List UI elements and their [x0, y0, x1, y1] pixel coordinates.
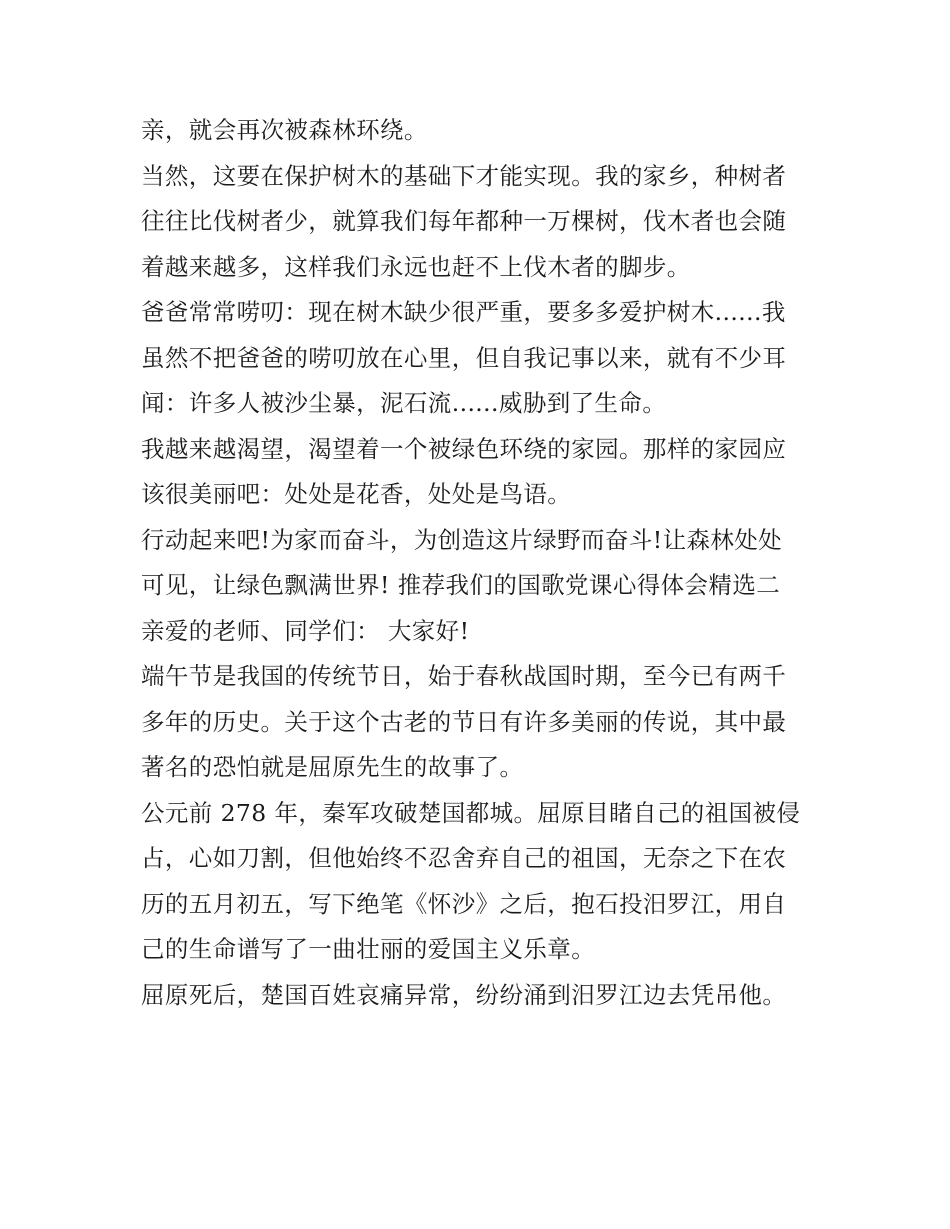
body-text	[141, 108, 821, 1018]
text-line: 爸爸常常唠叨：现在树木缺少很严重，要多多爱护树木......我	[141, 298, 786, 326]
text-line: 屈原死后，楚国百姓哀痛异常，纷纷涌到汨罗江边去凭吊他。	[141, 980, 787, 1009]
text-line: 闻：许多人被沙尘暴，泥石流......威胁到了生命。	[141, 389, 667, 417]
text-line: 己的生命谱写了一曲壮丽的爱国主义乐章。	[141, 935, 596, 963]
text-line: 多年的历史。关于这个古老的节日有许多美丽的传说，其中最	[141, 707, 787, 736]
text-line: 行动起来吧!为家而奋斗，为创造这片绿野而奋斗!让森林处处	[141, 525, 783, 554]
text-line: 可见，让绿色飘满世界! 推荐我们的国歌党课心得体会精选二	[141, 571, 781, 599]
text-line: 该很美丽吧：处处是花香，处处是鸟语。	[141, 480, 572, 508]
text-line: 虽然不把爸爸的唠叨放在心里，但自我记事以来，就有不少耳	[141, 343, 787, 372]
text-line: 亲爱的老师、同学们： 大家好!	[141, 616, 470, 645]
text-line: 公元前 278 年，秦军攻破楚国都城。屈原目睹自己的祖国被侵	[141, 798, 801, 827]
text-line: 往往比伐树者少，就算我们每年都种一万棵树，伐木者也会随	[141, 207, 787, 235]
text-line: 著名的恐怕就是屈原先生的故事了。	[141, 753, 524, 781]
text-line: 端午节是我国的传统节日，始于春秋战国时期，至今已有两千	[141, 662, 787, 690]
text-line: 亲，就会再次被森林环绕。	[141, 116, 428, 144]
text-line: 着越来越多，这样我们永远也赶不上伐木者的脚步。	[141, 252, 691, 281]
text-line: 占，心如刀割，但他始终不忍舍弃自己的祖国，无奈之下在农	[141, 844, 787, 872]
text-line: 当然，这要在保护树木的基础下才能实现。我的家乡，种树者	[141, 161, 787, 190]
text-line: 历的五月初五，写下绝笔《怀沙》之后，抱石投汨罗江，用自	[141, 889, 787, 918]
text-line: 我越来越渴望，渴望着一个被绿色环绕的家园。那样的家园应	[141, 434, 787, 463]
